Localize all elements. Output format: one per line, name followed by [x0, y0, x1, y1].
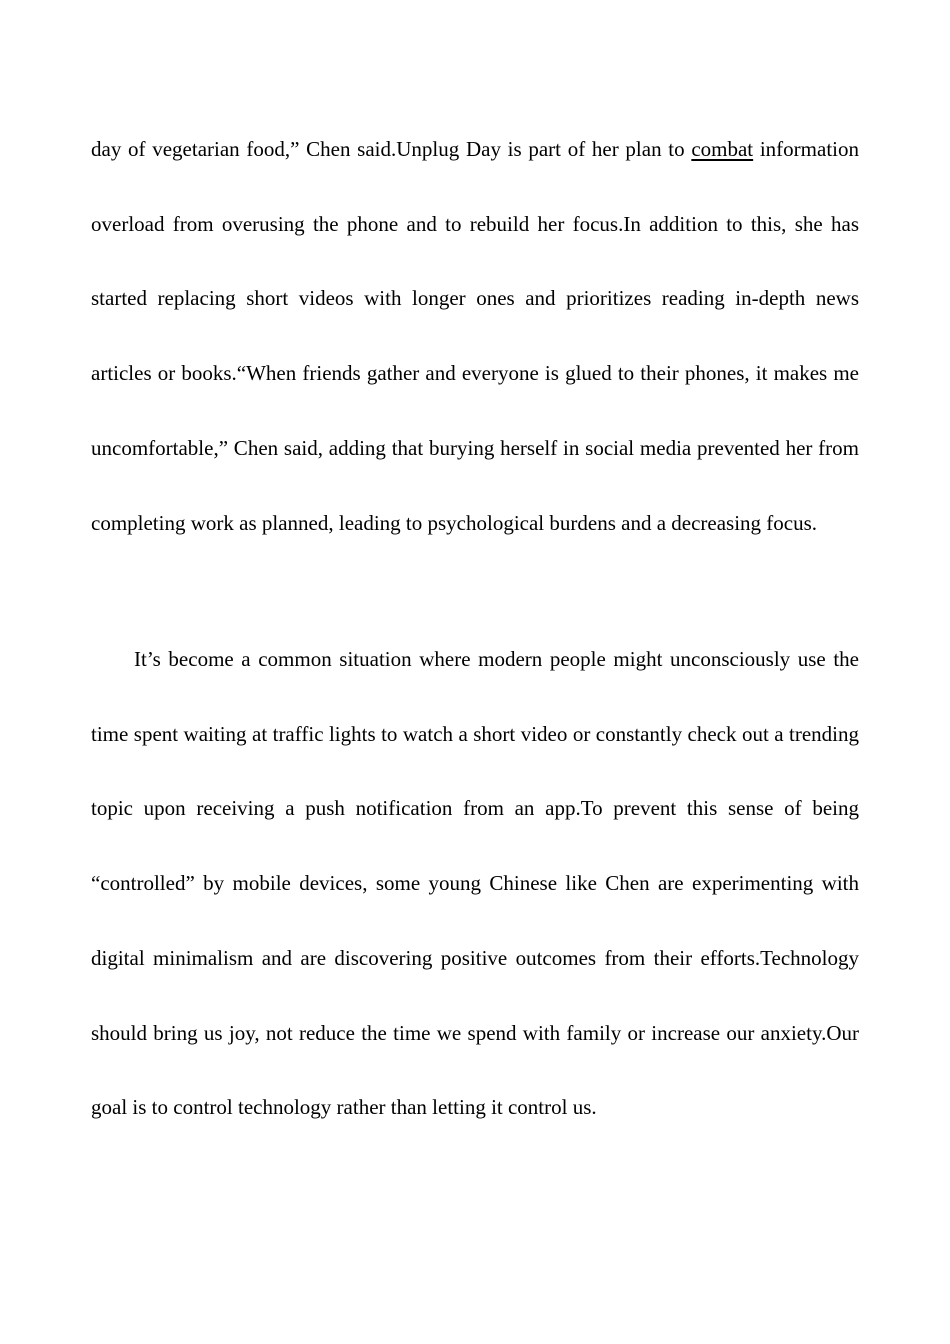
underlined-word-combat: combat [691, 137, 754, 161]
paragraph-1-text-end: information overload from overusing the phone and to rebuild her focus.In addition to this, she has started replacing short videos with longer ones and prioritizes reading in-depth news articles or books.“When friends gather and everyone is glued to their phones, it makes me uncomfortable,” Chen said, adding that burying herself in social media prevented her from completing work as planned, leading to psychological burdens and a decreasing focus. [91, 137, 859, 535]
paragraph-digital-minimalism: It’s become a common situation where modern people might unconsciously use the time spent waiting at traffic lights to watch a short video or constantly check out a trending topic upon receiving a push notification from an app.To prevent this sense of being “controlled” by mobile devices, some young Chinese like Chen are experimenting with digital minimalism and are discovering positive outcomes from their efforts.Technology should bring us joy, not reduce the time we spend with family or increase our anxiety.Our goal is to control technology rather than letting it control us. [91, 647, 859, 1120]
paragraph-continued [91, 112, 859, 560]
paragraph-1-text-start: day of vegetarian food,” Chen said.Unplug Day is part of her plan to [91, 137, 692, 161]
